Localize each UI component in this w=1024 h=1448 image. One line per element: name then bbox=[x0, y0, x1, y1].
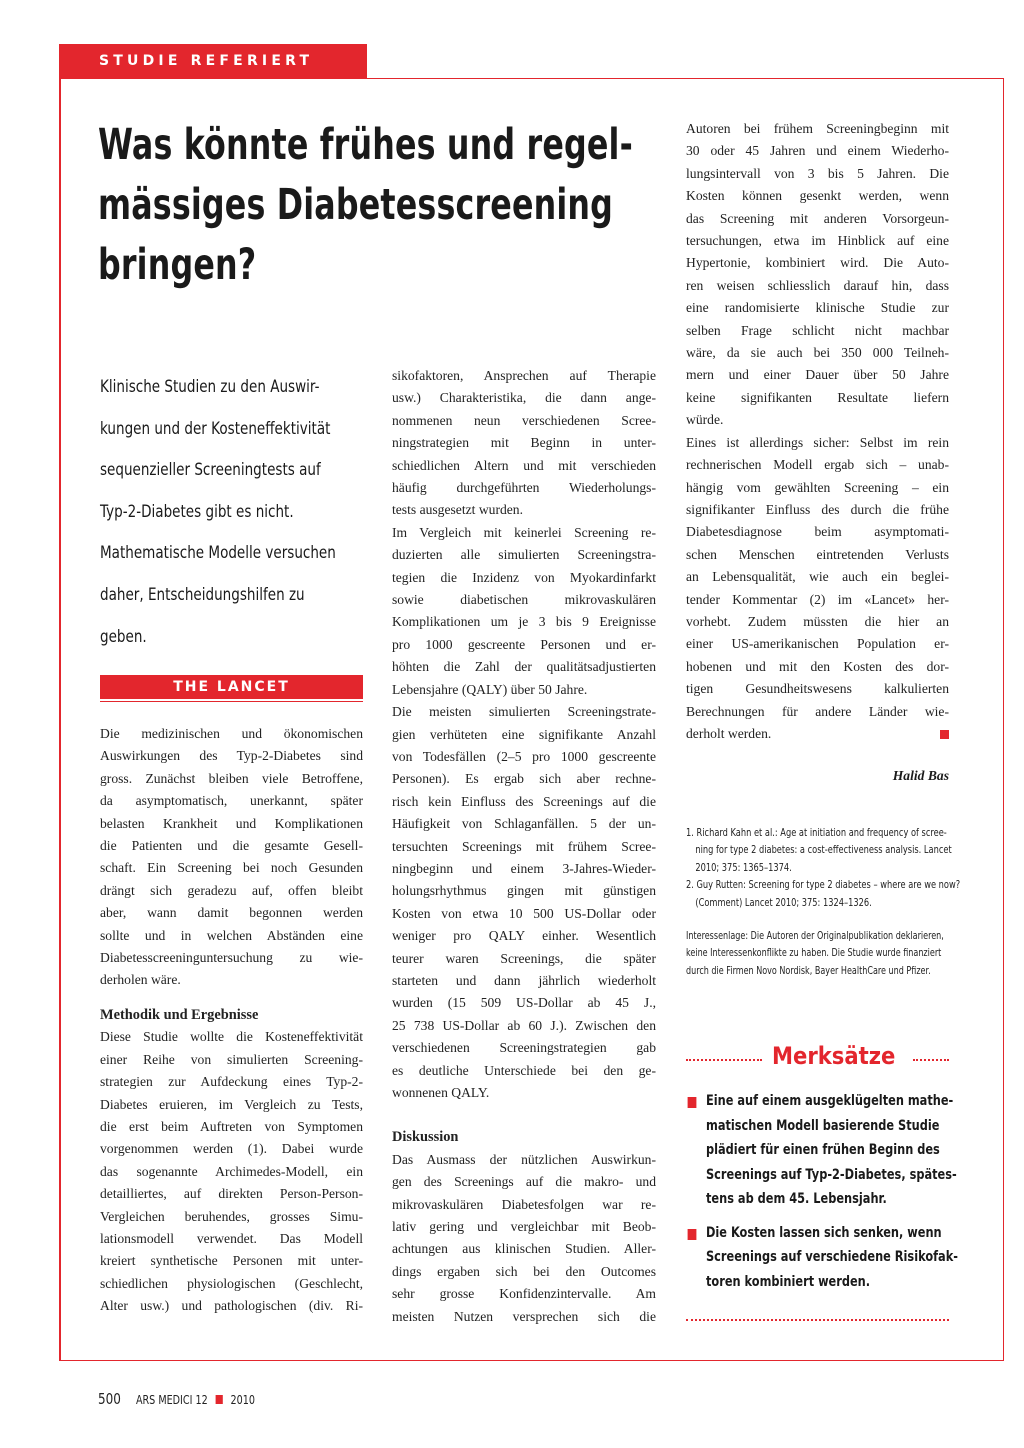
paragraph bbox=[686, 432, 949, 746]
text-line: tegien die Inzidenz von Myokardinfarkt bbox=[392, 569, 656, 585]
source-rule bbox=[100, 701, 363, 702]
text-line: Das Ausmass der nützlichen Auswirkun- bbox=[392, 1151, 656, 1167]
text-line: wurden (15 509 US-Dollar ab 45 J., bbox=[392, 995, 656, 1011]
key-point-item bbox=[686, 1221, 958, 1295]
section-label: STUDIE REFERIERT bbox=[59, 44, 367, 79]
reference-line: 2010; 375: 1365–1374. bbox=[695, 861, 792, 874]
text-line: tender Kommentar (2) im «Lancet» her- bbox=[686, 591, 949, 607]
text-line: signifikanter Einfluss des durch die frühe bbox=[686, 501, 949, 517]
text-line: schiedlichen Altern und mit verschieden bbox=[392, 457, 656, 473]
text-line: gross. Zunächst bleiben viele Betroffene, bbox=[100, 770, 363, 786]
text-line: rechnerischen Modell ergab sich – unab- bbox=[686, 457, 949, 473]
lead-line: Typ-2-Diabetes gibt es nicht. bbox=[100, 501, 294, 521]
column-3 bbox=[686, 118, 949, 745]
key-point-line: Screenings auf verschiedene Risikofak- bbox=[706, 1249, 958, 1265]
square-bullet-icon bbox=[688, 1097, 697, 1108]
text-line: strategien zur Aufdeckung eines Typ-2- bbox=[100, 1074, 363, 1090]
text-line: mern und einer Dauer über 50 Jahre bbox=[686, 367, 949, 383]
text-line: vorhebt. Zudem müssten die hier an bbox=[686, 613, 949, 629]
text-line: würde. bbox=[686, 412, 724, 428]
text-line: belasten Krankheit und Komplikationen bbox=[100, 815, 363, 831]
paragraph bbox=[686, 118, 949, 432]
key-point-line: plädiert für einen frühen Beginn des bbox=[706, 1142, 940, 1158]
text-line: sollte und in welchen Abständen eine bbox=[100, 927, 363, 943]
text-line: ningstrategien mit Beginn in unter- bbox=[392, 435, 656, 451]
source-label: THE LANCET bbox=[100, 675, 363, 699]
key-point-line: toren kombiniert werden. bbox=[706, 1273, 871, 1290]
text-line: aber, wann damit begonnen werden bbox=[100, 905, 363, 921]
text-line: eine randomisierte klinische Studie zur bbox=[686, 300, 949, 316]
text-line: Diabetes eruieren, im Vergleich zu Tests, bbox=[100, 1096, 363, 1112]
end-of-article-square-icon bbox=[940, 730, 949, 739]
text-line: Auswirkungen des Typ-2-Diabetes sind bbox=[100, 748, 363, 764]
text-line: Kosten von etwa 10 500 US-Dollar oder bbox=[392, 905, 656, 921]
text-line: schiedlichen physiologischen (Geschlecht, bbox=[100, 1275, 363, 1291]
text-line: 25 738 US-Dollar ab 60 J.). Zwischen den bbox=[392, 1017, 656, 1033]
text-line: Lebensjahre (QALY) über 50 Jahre. bbox=[392, 681, 588, 697]
discussion-heading: Diskussion bbox=[392, 1129, 459, 1146]
text-line: das sogenannte Archimedes-Modell, ein bbox=[100, 1163, 363, 1179]
reference-line: 1. Richard Kahn et al.: Age at initiation and frequency of scree- bbox=[686, 827, 947, 839]
text-line: einer US-amerikanischen Population er- bbox=[686, 636, 949, 652]
lead-line: geben. bbox=[100, 626, 147, 646]
text-line: hängig vom gewählten Screening – ein bbox=[686, 479, 949, 495]
methods-heading: Methodik und Ergebnisse bbox=[100, 1006, 259, 1023]
text-line: ren weisen schliesslich darauf hin, dass bbox=[686, 277, 949, 293]
text-line: es deutliche Unterschiede bei den ge- bbox=[392, 1062, 656, 1078]
lead-line: Mathematische Modelle versuchen bbox=[100, 543, 336, 563]
text-line: an Lebensqualität, wie auch ein beglei- bbox=[686, 569, 949, 585]
discussion-paragraph bbox=[392, 1149, 656, 1328]
text-line: wonnenen QALY. bbox=[392, 1085, 490, 1100]
text-line: nommenen neun verschiedenen Scree- bbox=[392, 412, 656, 428]
text-line: da asymptomatisch, unerkannt, später bbox=[100, 793, 363, 809]
text-line: sowie diabetischen mikrovaskulären bbox=[392, 592, 656, 608]
text-line: Komplikationen um je 3 bis 9 Ereignisse bbox=[392, 614, 656, 630]
key-point-line: Eine auf einem ausgeklügelten mathe- bbox=[706, 1093, 954, 1109]
text-line: das Screening mit anderen Vorsorgeun- bbox=[686, 210, 949, 226]
text-line: derholt werden. bbox=[686, 725, 772, 741]
headline-line: bringen? bbox=[98, 240, 257, 290]
text-line: starteten und dann jährlich wiederholt bbox=[392, 972, 656, 988]
disclosure-line: keine Interessenkonflikte zu haben. Die Studie wurde finanziert bbox=[686, 947, 942, 960]
reference-line: 2. Guy Rutten: Screening for type 2 diabetes – where are we now? bbox=[686, 879, 961, 892]
author-name: Halid Bas bbox=[892, 768, 949, 783]
text-line: Kosten können gesenkt werden, wenn bbox=[686, 188, 949, 204]
text-line: tests ausgesetzt wurden. bbox=[392, 502, 523, 518]
text-line: von Todesfällen (2–5 pro 1000 gescreente bbox=[392, 748, 656, 764]
paragraph bbox=[392, 365, 656, 522]
text-line: weniger pro QALY einher. Wesentlich bbox=[392, 928, 656, 944]
disclosure-line: durch die Firmen Novo Nordisk, Bayer HealthCare und Pfizer. bbox=[686, 964, 931, 977]
text-line: schen Menschen eintretenden Verlusts bbox=[686, 546, 949, 562]
text-line: schaft. Ein Screening bei noch Gesunden bbox=[100, 860, 363, 876]
text-line: derholen wäre. bbox=[100, 972, 181, 988]
text-line: Eines ist allerdings sicher: Selbst im rein bbox=[686, 434, 949, 450]
dotted-rule bbox=[686, 1059, 762, 1061]
text-line: gen des Screenings auf die makro- und bbox=[392, 1174, 656, 1190]
column-2 bbox=[392, 365, 656, 1328]
lead-line: kungen und der Kosteneffektivität bbox=[100, 418, 331, 438]
text-line: Häufigkeit von Schlaganfällen. 5 der un- bbox=[392, 816, 656, 832]
lead-line: daher, Entscheidungshilfen zu bbox=[100, 584, 305, 604]
text-line: die erst beim Auftreten von Symptomen bbox=[100, 1118, 363, 1134]
text-line: Autoren bei frühem Screeningbeginn mit bbox=[686, 121, 949, 136]
text-line: gien verhüteten eine signifikante Anzahl bbox=[392, 726, 656, 742]
key-point-line: matischen Modell basierende Studie bbox=[706, 1117, 940, 1134]
text-line: lungsintervall von 3 bis 5 Jahren. Die bbox=[686, 165, 949, 181]
text-line: Die medizinischen und ökonomischen bbox=[100, 726, 363, 741]
intro-paragraph bbox=[100, 723, 363, 992]
text-line: holungsrhythmus gingen mit günstigen bbox=[392, 883, 656, 899]
text-line: dings ergaben sich bei den Outcomes bbox=[392, 1263, 656, 1279]
disclosure-line: Interessenlage: Die Autoren der Originalpublikation deklarieren, bbox=[686, 930, 944, 942]
square-separator-icon bbox=[216, 1395, 223, 1404]
dotted-rule bbox=[913, 1059, 949, 1061]
text-line: 30 oder 45 Jahren und einem Wiederho- bbox=[686, 143, 949, 159]
headline-line: Was könnte frühes und regel- bbox=[98, 120, 633, 170]
text-line: sehr grosse Konfidenzintervalle. Am bbox=[392, 1286, 656, 1302]
key-point-line: Die Kosten lassen sich senken, wenn bbox=[706, 1224, 942, 1241]
text-line: höhten die Zahl der qualitätsadjustierten bbox=[392, 659, 656, 675]
text-line: Alter usw.) und pathologischen (div. Ri- bbox=[100, 1298, 363, 1314]
page-footer bbox=[98, 1390, 255, 1412]
headline-line: mässiges Diabetesscreening bbox=[98, 180, 614, 230]
lead-line: Klinische Studien zu den Auswir- bbox=[100, 377, 320, 396]
text-line: einer Reihe von simulierten Screening- bbox=[100, 1051, 363, 1067]
text-line: häufig durchgeführten Wiederholungs- bbox=[392, 480, 656, 496]
text-line: wäre, da sie auch bei 350 000 Teilneh- bbox=[686, 345, 949, 361]
text-line: meisten Nutzen versprechen sich die bbox=[392, 1308, 656, 1324]
text-line: achtungen aus klinischen Studien. Aller- bbox=[392, 1241, 656, 1257]
text-line: lationsmodell verwendet. Das Modell bbox=[100, 1230, 363, 1246]
key-point-item bbox=[686, 1089, 957, 1212]
lead-paragraph bbox=[100, 366, 379, 657]
paragraph bbox=[392, 522, 656, 701]
text-line: ningbeginn und einem 3-Jahres-Wieder- bbox=[392, 860, 656, 876]
dotted-rule bbox=[686, 1319, 949, 1321]
text-line: usw.) Charakteristika, die dann ange- bbox=[392, 390, 656, 406]
key-points-list bbox=[686, 1089, 958, 1303]
journal-name: ARS MEDICI 12 bbox=[135, 1393, 208, 1407]
text-line: Diabetesscreeninguntersuchung zu wie- bbox=[100, 950, 363, 966]
column-1 bbox=[100, 723, 363, 1318]
references-list bbox=[686, 825, 961, 912]
text-line: hobenen und mit den Kosten des dor- bbox=[686, 658, 949, 674]
paragraph bbox=[392, 701, 656, 1104]
text-line: Berechnungen für andere Länder wie- bbox=[686, 703, 949, 719]
text-line: Im Vergleich mit keinerlei Screening re- bbox=[392, 524, 656, 540]
key-points-title: Merksätze bbox=[772, 1042, 896, 1070]
text-line: teurer waren Screenings, die später bbox=[392, 950, 656, 966]
conflict-of-interest-note bbox=[686, 928, 948, 980]
text-line: kreiert synthetische Personen mit unter- bbox=[100, 1253, 363, 1269]
text-line: selben Frage schlicht nicht machbar bbox=[686, 322, 949, 338]
text-line: verschiedenen Screeningstrategien gab bbox=[392, 1040, 656, 1056]
square-bullet-icon bbox=[688, 1229, 697, 1240]
text-line-with-end-mark bbox=[686, 723, 949, 745]
text-line: sikofaktoren, Ansprechen auf Therapie bbox=[392, 368, 656, 383]
text-line: tersuchten Screenings mit frühem Scree- bbox=[392, 838, 656, 854]
text-line: Diese Studie wollte die Kosteneffektivität bbox=[100, 1029, 363, 1045]
reference-line: ning for type 2 diabetes: a cost-effectiveness analysis. Lancet bbox=[695, 844, 952, 857]
reference-line: (Comment) Lancet 2010; 375: 1324–1326. bbox=[695, 896, 872, 909]
key-point-line: tens ab dem 45. Lebensjahr. bbox=[706, 1191, 887, 1207]
page-number: 500 bbox=[98, 1390, 121, 1408]
key-points-header bbox=[686, 1040, 949, 1072]
publication-year: 2010 bbox=[230, 1393, 255, 1407]
text-line: pro 1000 gescreente Personen und er- bbox=[392, 636, 656, 652]
article-headline bbox=[98, 115, 633, 295]
text-line: keine signifikanten Resultate liefern bbox=[686, 389, 949, 405]
methods-paragraph bbox=[100, 1026, 363, 1317]
text-line: duzierten alle simulierten Screeningstra- bbox=[392, 547, 656, 563]
key-point-line: Screenings auf Typ-2-Diabetes, spätes- bbox=[706, 1166, 957, 1183]
text-line: drängt sich geradezu auf, offen bleibt bbox=[100, 882, 363, 898]
text-line: tigen Gesundheitswesens kalkulierten bbox=[686, 681, 949, 697]
text-line: die Patienten und die gesamte Gesell- bbox=[100, 838, 363, 854]
text-line: tersuchungen, etwa im Hinblick auf eine bbox=[686, 233, 949, 249]
text-line: Hypertonie, kombiniert wird. Die Auto- bbox=[686, 255, 949, 271]
text-line: lativ gering und vergleichbar mit Beob- bbox=[392, 1219, 656, 1235]
text-line: risch kein Einfluss des Screenings auf die bbox=[392, 793, 656, 809]
text-line: Vergleichen beruhendes, grosses Simu- bbox=[100, 1208, 363, 1224]
lead-line: sequenzieller Screeningtests auf bbox=[100, 460, 321, 480]
text-line: Die meisten simulierten Screeningstrate- bbox=[392, 704, 656, 720]
text-line: mikrovaskulären Diabetesfolgen war re- bbox=[392, 1196, 656, 1212]
text-line: Personen). Es ergab sich aber rechne- bbox=[392, 771, 656, 787]
text-line: detailliertes, auf direkten Person-Person- bbox=[100, 1186, 363, 1202]
text-line: Diabetesdiagnose beim asymptomati- bbox=[686, 524, 949, 540]
text-line: vorgenommen werden (1). Dabei wurde bbox=[100, 1141, 363, 1157]
